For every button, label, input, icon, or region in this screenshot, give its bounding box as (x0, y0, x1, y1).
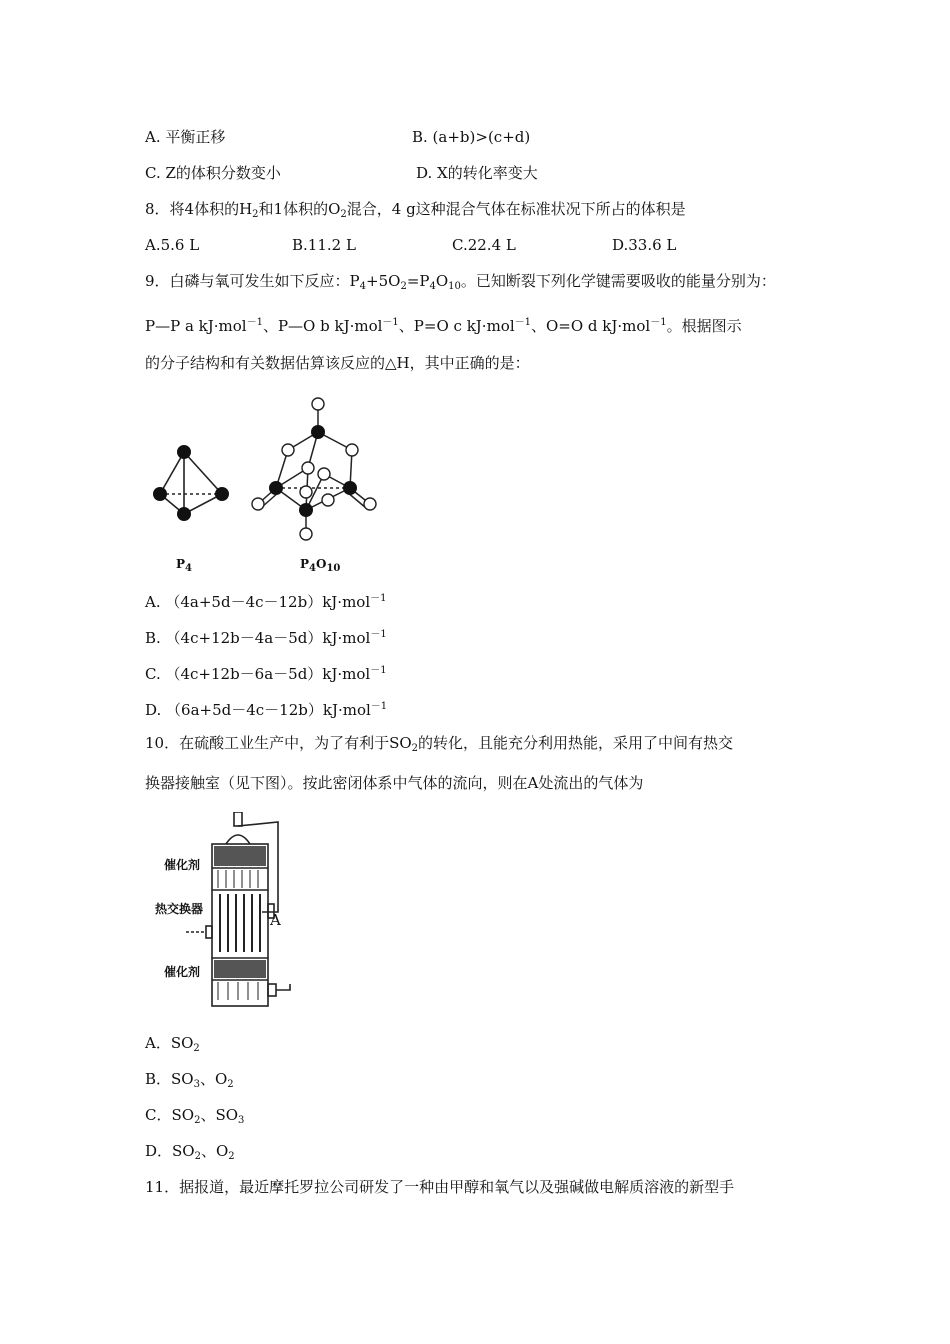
q8-option-a: A.5.6 L (145, 236, 200, 254)
q10-option-d: D．$SO_2$、$O_2$ (145, 1142, 235, 1162)
q9-option-d: D. （6a+5d－4c－12b）kJ·mol$^{-1}$ (145, 701, 388, 719)
q8-stem: 8．将4体积的$H_2$和1体积的$O_2$混合，4 g这种混合气体在标准状况下所占的体积是 (145, 200, 686, 220)
fig-label-catalyst-top: 催化剂 (164, 858, 201, 872)
p4-molecule-figure (148, 440, 238, 530)
q9-stem-line3: 的分子结构和有关数据估算该反应的△H，其中正确的是： (145, 354, 530, 372)
q8-option-c: C.22.4 L (452, 236, 516, 254)
q10-option-b: B．$SO_3$、$O_2$ (145, 1070, 234, 1090)
q10-stem-line1: 10．在硫酸工业生产中，为了有利于$SO_2$的转化，且能充分利用热能，采用了中间有热交 (145, 734, 734, 754)
fig-label-catalyst-bottom: 催化剂 (164, 965, 201, 979)
q7-option-d: D. X的转化率变大 (416, 164, 538, 182)
q7-option-c: C. Z的体积分数变小 (145, 164, 281, 182)
p4o10-molecule-figure (244, 392, 384, 544)
q9-stem-line1: 9．白磷与氧可发生如下反应：$P_4+5O_2=P_4O_{10}$。已知断裂下列化学键需要吸收的能量分别为： (145, 272, 776, 292)
q11-stem-line1: 11．据报道，最近摩托罗拉公司研发了一种由甲醇和氧气以及强碱做电解质溶液的新型手 (145, 1178, 735, 1196)
fig-label-heat-exchanger: 热交换器 (155, 902, 204, 916)
q8-option-b: B.11.2 L (292, 236, 356, 254)
q10-stem-line2: 换器接触室（见下图）。按此密闭体系中气体的流向，则在A处流出的气体为 (145, 774, 644, 792)
q7-option-b: B. (a+b)>(c+d) (412, 128, 531, 146)
q9-option-a: A. （4a+5d－4c－12b）kJ·mol$^{-1}$ (145, 593, 387, 611)
q8-option-d: D.33.6 L (612, 236, 677, 254)
q9-option-c: C. （4c+12b－6a－5d）kJ·mol$^{-1}$ (145, 665, 387, 683)
p4-label: $P_4$ (176, 557, 192, 574)
q9-option-b: B. （4c+12b－4a－5d）kJ·mol$^{-1}$ (145, 629, 387, 647)
q10-option-c: C．$SO_2$、$SO_3$ (145, 1106, 245, 1126)
q10-option-a: A．$SO_2$ (145, 1034, 200, 1054)
fig-label-a: A (270, 911, 281, 929)
q7-option-a: A. 平衡正移 (145, 128, 226, 146)
q9-stem-line2: P—P a kJ·mol$^{-1}$、P—O b kJ·mol$^{-1}$、P=O c kJ·mol$^{-1}$、O=O d kJ·mol$^{-1}$。根据图示 (145, 317, 742, 335)
p4o10-label: $P_4O_{10}$ (300, 557, 341, 574)
